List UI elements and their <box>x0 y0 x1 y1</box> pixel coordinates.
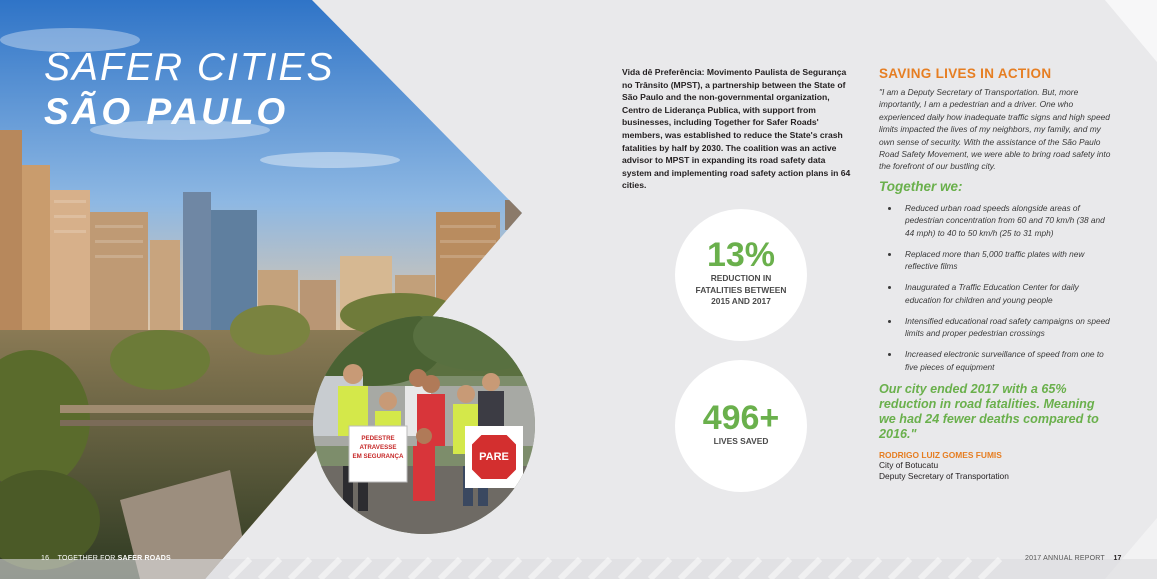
list-item <box>905 202 1111 240</box>
speaker-city: City of Botucatu <box>879 459 939 470</box>
banner-sign-text <box>349 434 407 461</box>
footer-right <box>1025 555 1122 562</box>
footer-left-text: TOGETHER FOR <box>57 555 118 562</box>
title-line-1: SAFER CITIES <box>44 46 335 89</box>
stat-circle-lives <box>675 360 807 492</box>
group-photo <box>313 316 535 534</box>
list-item-text: Increased electronic surveillance of speed from one to five pieces of equipment <box>905 349 1104 372</box>
stat-value: 13% <box>706 236 776 274</box>
bullet-icon <box>888 253 891 256</box>
page-title <box>44 46 335 134</box>
speaker-title: Deputy Secretary of Transportation <box>879 471 1009 482</box>
stop-sign-text: PARE <box>479 451 509 463</box>
footer-right-text: 2017 ANNUAL REPORT <box>1025 555 1105 562</box>
list-item-text: Intensified educational road safety campaigns on speed limits and proper pedestrian crossings <box>905 315 1110 339</box>
page-number-left: 16 <box>41 555 50 562</box>
footer-left-bold: SAFER ROADS <box>117 555 171 562</box>
bullet-icon <box>888 286 891 289</box>
list-item-text: Inaugurated a Traffic Education Center for daily education for children and young people <box>905 282 1079 305</box>
banner-line-1: PEDESTRE <box>361 435 395 442</box>
banner-line-3: EM SEGURANÇA <box>352 453 404 460</box>
list-item <box>905 248 1111 273</box>
footer-left <box>41 555 171 562</box>
stat-value: 496+ <box>702 399 780 437</box>
quote-paragraph: "I am a Deputy Secretary of Transportation. But, more importantly, I am a pedestrian and a driver. One who experienced daily how inadequate traffic signs and high speed limits impacted the lives of my neighbors, my family, and my own sense of security. With the assistance of the São Paulo Road Safety Movement, we were able to bring road safety into the forefront of our bustling city. <box>879 87 1111 172</box>
stat-label: LIVES SAVED <box>713 436 769 446</box>
list-item <box>905 348 1111 373</box>
achievements-list <box>879 202 1111 374</box>
bullet-icon <box>888 320 891 323</box>
list-item-text: Reduced urban road speeds alongside areas of pedestrian concentration from 60 and 70 km/h (38 and 44 mph) to 40 to 50 km/h (25 to 31 mph) <box>905 202 1105 238</box>
stat-circle-reduction <box>675 209 807 341</box>
bullet-icon <box>888 353 891 356</box>
together-heading: Together we: <box>879 178 963 194</box>
right-column <box>879 66 1111 483</box>
stat-label: REDUCTION IN FATALITIES BETWEEN 2015 AND 2017 <box>695 273 787 306</box>
list-item <box>905 315 1111 340</box>
title-line-2: SÃO PAULO <box>44 91 289 132</box>
footer-hatch-strip <box>0 559 1157 579</box>
list-item <box>905 281 1111 306</box>
section-heading: SAVING LIVES IN ACTION <box>879 66 1052 81</box>
banner-line-2: ATRAVESSE <box>359 444 397 451</box>
speaker-name: RODRIGO LUIZ GOMES FUMIS <box>879 449 1002 460</box>
list-item-text: Replaced more than 5,000 traffic plates with new reflective films <box>905 248 1085 272</box>
bullet-icon <box>888 207 891 210</box>
page-number-right: 17 <box>1113 555 1122 562</box>
intro-paragraph: Vida dê Preferência: Movimento Paulista de Segurança no Trânsito (MPST), a partnership between the State of São Paulo and the non-governmental organization, Centro de Liderança Publica, with support from businesses, including Together for Safer Roads' members, was established to reduce the State's crash fatalities by half by 2030. The coalition was an active advisor to MPST in expanding its road safety data system and implementing road safety action plans in 64 cities. <box>622 67 851 191</box>
closing-statement: Our city ended 2017 with a 65% reduction in road fatalities. Meaning we had 24 fewer deaths compared to 2016." <box>879 381 1099 441</box>
